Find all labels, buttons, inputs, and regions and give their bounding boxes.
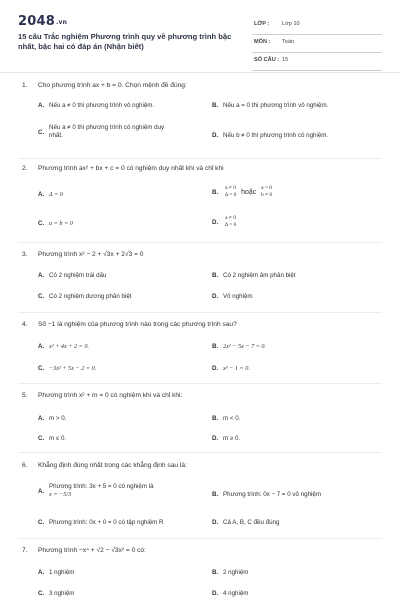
option-text: 2 nghiệm: [223, 569, 249, 576]
option-text: Nếu a = 0 thì phương trình vô nghiệm.: [223, 102, 329, 109]
option-text: −3x² + 5x − 2 = 0.: [49, 365, 97, 372]
question-divider: [18, 312, 382, 313]
or-text: hoặc: [241, 188, 257, 196]
option-letter: C.: [38, 293, 45, 300]
question-text: Phương trình −x⁴ + √2 − √3x² = 0 có:: [38, 547, 146, 554]
condition-line: a ≠ 0: [225, 215, 236, 221]
option-c[interactable]: [38, 590, 74, 597]
condition-line: a = 0: [261, 185, 272, 191]
option-text: 4 nghiệm: [223, 590, 249, 597]
option-text: Nếu b ≠ 0 thì phương trình có nghiệm.: [223, 132, 329, 139]
option-c[interactable]: [38, 124, 164, 140]
option-c[interactable]: [38, 519, 163, 526]
question-number: 2.: [22, 165, 28, 172]
option-letter: D.: [212, 519, 219, 526]
option-text: Phương trình: 0x − 7 = 0 vô nghiệm: [223, 491, 321, 498]
option-text: Phương trình: 0x + 0 = 0 có tập nghiệm R: [49, 519, 164, 526]
question-divider: [18, 383, 382, 384]
option-letter: D.: [212, 365, 219, 372]
option-letter: A.: [38, 415, 45, 422]
option-letter: D.: [212, 132, 219, 139]
count-value: 15: [282, 57, 289, 63]
option-a[interactable]: [38, 415, 66, 422]
question-text: Phương trình ax² + bx + c = 0 có nghiệm duy nhất khi và chỉ khi: [38, 165, 224, 172]
option-letter: B.: [212, 272, 219, 279]
option-letter: D.: [212, 435, 219, 442]
condition-line: Δ = 0: [224, 222, 237, 228]
option-letter: C.: [38, 519, 45, 526]
option-d[interactable]: [212, 132, 328, 139]
option-letter: C.: [38, 220, 45, 227]
option-letter: B.: [212, 102, 219, 109]
condition-stack-1: [225, 185, 237, 199]
meta-row-subject: [252, 35, 382, 53]
option-a[interactable]: [38, 343, 89, 350]
option-letter: C.: [38, 590, 45, 597]
question-text: Cho phương trình ax + b = 0. Chọn mệnh đề đúng:: [38, 82, 187, 89]
option-d[interactable]: [212, 215, 236, 229]
option-text: m < 0.: [223, 415, 241, 422]
option-b[interactable]: [212, 272, 296, 279]
question-number: 1.: [22, 82, 28, 89]
question-stem: [22, 547, 146, 554]
question-stem: [22, 462, 187, 469]
option-letter: C.: [38, 435, 45, 442]
option-c[interactable]: [38, 435, 66, 442]
option-text: Cả A, B, C đều đúng: [223, 519, 280, 526]
logo-suffix: .vn: [55, 19, 68, 26]
class-label: LỚP :: [254, 21, 270, 27]
option-b[interactable]: [212, 415, 240, 422]
meta-table: [252, 17, 382, 71]
option-b[interactable]: [212, 343, 266, 350]
option-letter: A.: [38, 191, 45, 198]
question-stem: [22, 251, 143, 258]
option-a[interactable]: [38, 191, 63, 198]
option-text-line2: nhất.: [49, 132, 63, 139]
meta-row-class: [252, 17, 382, 35]
question-stem: [22, 165, 224, 172]
option-letter: A.: [38, 487, 45, 495]
option-text: Có 2 nghiệm âm phân biệt: [223, 272, 296, 279]
header-divider: [0, 72, 400, 73]
option-letter: A.: [38, 102, 45, 109]
option-text: Có 2 nghiệm trái dấu: [49, 272, 107, 279]
site-logo[interactable]: [18, 14, 67, 29]
option-letter: D.: [212, 218, 219, 226]
option-text: Vô nghiệm: [223, 293, 253, 300]
question-stem: [22, 321, 237, 328]
condition-line: Δ = 0: [224, 192, 237, 198]
question-text: Số −1 là nghiệm của phương trình nào trong các phương trình sau?: [38, 321, 237, 328]
option-text-line2: x = −5/3: [49, 491, 72, 498]
option-text: Có 2 nghiệm dương phân biệt: [49, 293, 132, 300]
option-letter: B.: [212, 188, 219, 196]
option-letter: A.: [38, 272, 45, 279]
question-number: 7.: [22, 547, 28, 554]
option-d[interactable]: [212, 293, 253, 300]
question-divider: [18, 158, 382, 159]
question-number: 3.: [22, 251, 28, 258]
option-text: 2x² − 5x − 7 = 0.: [223, 343, 267, 350]
count-label: SỐ CÂU :: [254, 57, 280, 63]
logo-text: 2048: [18, 14, 55, 29]
worksheet-header: [0, 0, 400, 74]
option-text: x³ − 1 = 0.: [223, 365, 250, 372]
option-b[interactable]: [212, 102, 328, 109]
question-divider: [18, 538, 382, 539]
option-a[interactable]: [38, 102, 154, 109]
option-text-line1: Nếu a ≠ 0 thì phương trình có nghiệm duy: [49, 124, 165, 131]
option-text: 1 nghiệm: [49, 569, 75, 576]
option-letter: C.: [38, 128, 45, 136]
option-text-line1: Phương trình: 3x + 5 = 0 có nghiệm là: [49, 483, 154, 490]
subject-label: MÔN :: [254, 39, 271, 45]
option-letter: B.: [212, 343, 219, 350]
question-number: 5.: [22, 392, 28, 399]
option-letter: C.: [38, 365, 45, 372]
option-letter: A.: [38, 569, 45, 576]
option-text: Nếu a ≠ 0 thì phương trình vô nghiệm.: [49, 102, 155, 109]
question-stem: [22, 82, 187, 89]
subject-value: Toán: [282, 39, 295, 45]
option-letter: B.: [212, 569, 219, 576]
option-letter: B.: [212, 491, 219, 498]
document-title: 15 câu Trắc nghiệm Phương trình quy về phương trình bậc nhất, bậc hai có đáp án (Nhận biết): [18, 32, 232, 51]
option-letter: D.: [212, 590, 219, 597]
option-c[interactable]: [38, 365, 96, 372]
option-c[interactable]: [38, 293, 132, 300]
option-text: Δ = 0: [49, 191, 63, 198]
option-text: m > 0.: [49, 415, 67, 422]
option-text: a = b = 0: [49, 220, 73, 227]
class-value: Lớp 10: [282, 21, 300, 27]
option-text: m ≤ 0.: [49, 435, 67, 442]
question-divider: [18, 242, 382, 243]
option-a[interactable]: [38, 569, 74, 576]
condition-stack: [225, 215, 237, 229]
question-divider: [18, 452, 382, 453]
condition-line: a ≠ 0: [225, 185, 236, 191]
option-b[interactable]: [212, 491, 321, 498]
question-number: 4.: [22, 321, 28, 328]
question-text: Phương trình x² − 2 + √3x + 2√3 = 0: [38, 251, 144, 258]
condition-stack-2: [261, 185, 272, 199]
question-text: Khẳng định đúng nhất trong các khẳng định sau là:: [38, 462, 187, 469]
meta-row-count: [252, 53, 382, 71]
question-text: Phương trình x² + m = 0 có nghiệm khi và chỉ khi:: [38, 392, 183, 399]
option-text: 3 nghiệm: [49, 590, 75, 597]
option-c[interactable]: [38, 220, 73, 227]
option-letter: D.: [212, 293, 219, 300]
option-b[interactable]: [212, 569, 248, 576]
option-b[interactable]: [212, 185, 272, 199]
option-d[interactable]: [212, 435, 240, 442]
option-d[interactable]: [212, 590, 248, 597]
option-letter: A.: [38, 343, 45, 350]
option-letter: B.: [212, 415, 219, 422]
option-a[interactable]: [38, 483, 154, 499]
question-number: 6.: [22, 462, 28, 469]
condition-line: b ≠ 0: [261, 192, 273, 198]
option-d[interactable]: [212, 365, 250, 372]
option-d[interactable]: [212, 519, 279, 526]
option-a[interactable]: [38, 272, 106, 279]
question-stem: [22, 392, 182, 399]
option-text: x² + 4x + 2 = 0.: [49, 343, 89, 350]
option-text: m ≥ 0.: [223, 435, 241, 442]
